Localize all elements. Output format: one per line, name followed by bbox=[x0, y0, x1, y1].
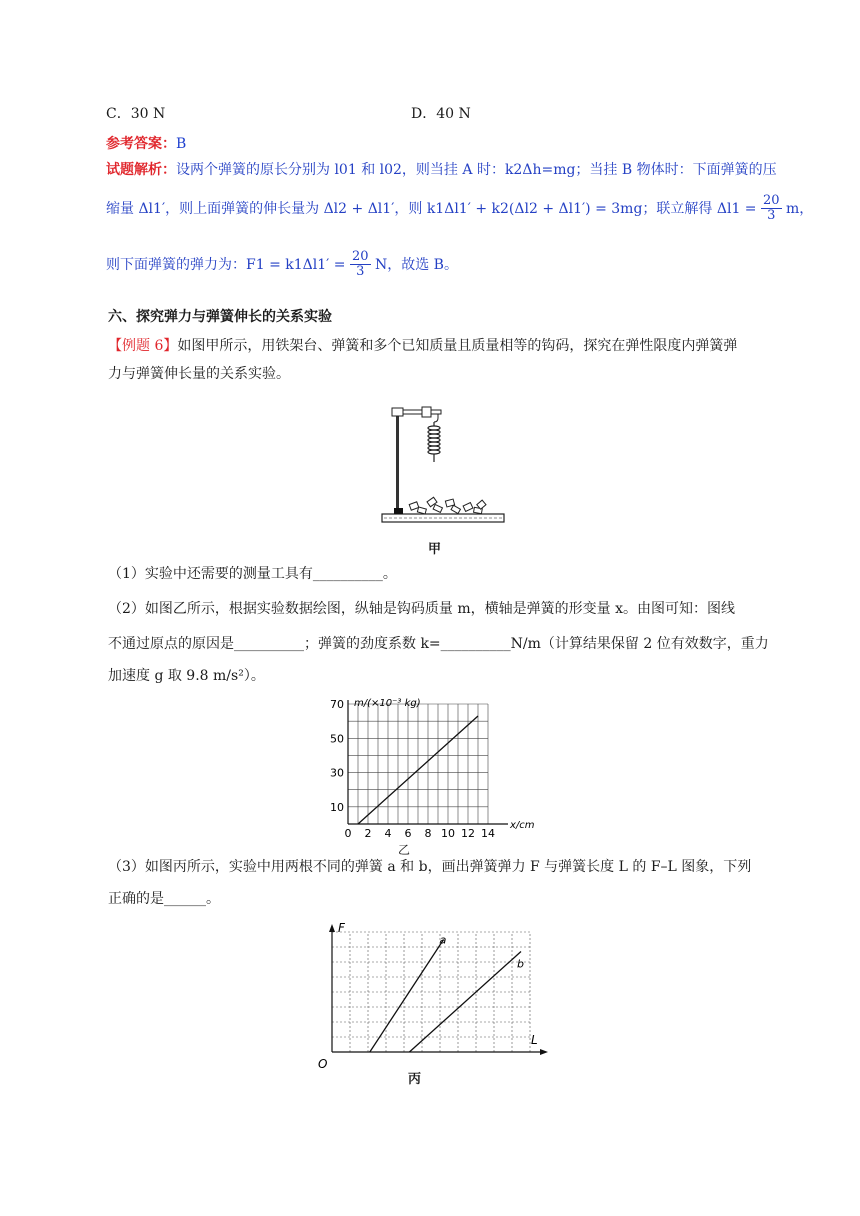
stand-pole bbox=[396, 412, 399, 514]
chart-1-x-ticks bbox=[345, 827, 496, 840]
chart-2-ylabel: F bbox=[338, 921, 345, 935]
analysis-text-3: 则下面弹簧的弹力为：F1 = k1Δl1′ = bbox=[106, 256, 346, 273]
analysis-line-2 bbox=[106, 194, 813, 224]
analysis-unit-2: N，故选 B。 bbox=[374, 256, 458, 273]
chart-1-x-tick-label: 12 bbox=[461, 827, 475, 840]
chart-m-vs-x bbox=[318, 694, 538, 852]
question-1: （1）实验中还需要的测量工具有__________。 bbox=[108, 566, 397, 582]
chart-2-x-arrow bbox=[540, 1049, 548, 1055]
chart-2-grid bbox=[332, 932, 530, 1052]
chart-1-ylabel: m/(×10⁻³ kg) bbox=[354, 698, 421, 709]
fraction-2-denominator: 3 bbox=[356, 264, 365, 280]
chart-1-y-tick-label: 50 bbox=[330, 732, 344, 746]
hook-weights bbox=[409, 497, 486, 514]
analysis-line-1 bbox=[106, 163, 777, 177]
chart-1-x-tick-label: 14 bbox=[481, 827, 495, 840]
chart-1-y-ticks bbox=[330, 698, 344, 814]
chart-f-vs-l bbox=[312, 918, 552, 1068]
chart-2-series-label-a: a bbox=[439, 933, 447, 947]
stand-foot bbox=[394, 508, 403, 514]
chart-2-series-line-a bbox=[370, 940, 444, 1053]
section-heading: 六、探究弹力与弹簧伸长的关系实验 bbox=[108, 309, 332, 325]
question-2-line-1: （2）如图乙所示，根据实验数据绘图，纵轴是钩码质量 m，横轴是弹簧的形变量 x。由图可知：图线 bbox=[108, 601, 735, 617]
chart-1-x-tick-label: 0 bbox=[344, 827, 352, 840]
question-3-line-1: （3）如图丙所示，实验中用两根不同的弹簧 a 和 b，画出弹簧弹力 F 与弹簧长度 L 的 F–L 图象，下列 bbox=[108, 859, 752, 875]
analysis-text-1: 设两个弹簧的原长分别为 l01 和 l02，则当挂 A 时：k2Δh=mg；当挂 B 物体时：下面弹簧的压 bbox=[176, 162, 777, 178]
chart-2-marks bbox=[370, 934, 524, 1053]
figure-3-caption: 丙 bbox=[408, 1072, 422, 1087]
fraction-1-denominator: 3 bbox=[767, 208, 776, 224]
chart-1-x-tick-label: 8 bbox=[424, 827, 432, 840]
answer-line bbox=[106, 133, 186, 153]
option-c: C．30 N bbox=[106, 106, 166, 122]
chart-1-y-tick-label: 70 bbox=[330, 698, 344, 711]
answer-value: B bbox=[176, 136, 187, 152]
question-2-line-2: 不通过原点的原因是__________；弹簧的劲度系数 k=__________N/m（计算结果保留 2 位有效数字，重力 bbox=[108, 636, 769, 652]
analysis-label: 试题解析： bbox=[106, 162, 176, 178]
analysis-fraction-1 bbox=[761, 194, 782, 224]
figure-1-caption: 甲 bbox=[428, 542, 442, 557]
analysis-text-2: 缩量 Δl1′，则上面弹簧的伸长量为 Δl2 + Δl1′，则 k1Δl1′ + k2(Δl2 + Δl1′) = 3mg；联立解得 Δl1 = bbox=[106, 200, 757, 217]
spring bbox=[428, 422, 440, 462]
chart-1-x-tick-label: 4 bbox=[384, 827, 392, 840]
chart-1-y-tick-label: 10 bbox=[330, 800, 344, 814]
option-d: D．40 N bbox=[411, 106, 471, 122]
question-2-line-3: 加速度 g 取 9.8 m/s²）。 bbox=[108, 668, 265, 684]
chart-2-y-arrow bbox=[329, 924, 335, 932]
chart-1-x-tick-label: 6 bbox=[404, 827, 412, 840]
answer-label: 参考答案： bbox=[106, 136, 176, 152]
chart-2-series-label-b: b bbox=[517, 957, 524, 971]
chart-1-x-tick-label: 10 bbox=[441, 827, 455, 840]
question-3-line-2: 正确的是______。 bbox=[108, 891, 220, 907]
analysis-fraction-2 bbox=[350, 250, 371, 280]
analysis-unit-1: m， bbox=[786, 200, 814, 217]
chart-1-xlabel: x/cm bbox=[510, 820, 535, 831]
chart-1-grid bbox=[348, 704, 488, 824]
example-label: 【例题 6】 bbox=[108, 338, 178, 354]
figure-2-caption: 乙 bbox=[398, 843, 411, 857]
fraction-1-numerator: 20 bbox=[763, 193, 780, 208]
example-text-2: 力与弹簧伸长量的关系实验。 bbox=[108, 366, 290, 382]
chart-1-y-tick-label: 30 bbox=[330, 766, 344, 780]
fraction-2-numerator: 20 bbox=[351, 249, 369, 264]
example-intro bbox=[108, 332, 788, 360]
chart-2-origin: O bbox=[318, 1057, 328, 1068]
chart-2-xlabel: L bbox=[531, 1033, 538, 1047]
figure-iron-stand bbox=[378, 400, 508, 535]
example-text-1: 如图甲所示，用铁架台、弹簧和多个已知质量且质量相等的钩码，探究在弹性限度内弹簧弹 bbox=[177, 338, 738, 354]
chart-1-x-tick-label: 2 bbox=[364, 827, 372, 840]
analysis-line-3 bbox=[106, 250, 458, 280]
